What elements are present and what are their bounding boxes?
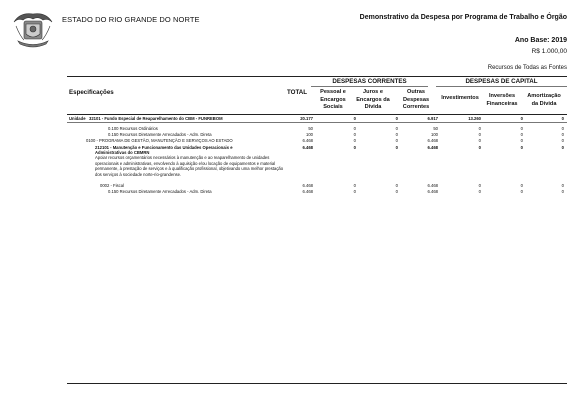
unit-other-current: 6.917 <box>427 116 438 121</box>
program-label: 0100 - PROGRAMA DE GESTÃO, MANUTENÇÃO E SERVIÇOS AO ESTADO <box>86 138 233 143</box>
table-cell: 0 <box>478 145 481 150</box>
table-cell: 50 <box>433 126 438 131</box>
table-cell: 0 <box>353 183 356 188</box>
col-investments: Investimentos <box>441 95 479 101</box>
header-bottom-rule <box>67 114 567 115</box>
table-cell: 0 <box>353 132 356 137</box>
table-cell: 0 <box>561 132 564 137</box>
unit-debt-interest: 0 <box>395 116 398 121</box>
table-cell: 6.468 <box>427 183 438 188</box>
table-cell: 50 <box>308 126 313 131</box>
col-personnel: Pessoal e Encargos Sociais <box>320 89 346 110</box>
page-bottom-rule <box>67 383 567 384</box>
table-cell: 6.468 <box>302 138 313 143</box>
state-coat-of-arms-icon <box>10 8 56 48</box>
table-cell: 0 <box>561 189 564 194</box>
unit-name: 32101 - Fundo Especial de Reaparelhamento do CBM - FUNREBOM <box>89 116 223 121</box>
table-cell: 100 <box>306 132 313 137</box>
col-debt-interest: Juros e Encargos da Dívida <box>356 89 390 110</box>
table-cell: 0 <box>478 189 481 194</box>
table-cell: 0 <box>353 126 356 131</box>
table-cell: 0 <box>353 145 356 150</box>
base-year: Ano Base: 2019 <box>514 37 567 44</box>
table-cell: 0 <box>520 138 523 143</box>
table-cell: 6.468 <box>427 145 438 150</box>
table-cell: 0 <box>520 189 523 194</box>
table-cell: 0 <box>395 145 398 150</box>
table-cell: 0 <box>561 138 564 143</box>
capital-group-rule <box>436 86 567 87</box>
action-description: Apoiar recursos orçamentários necessários à manutenção e ao reaparelhamento de unidades operacionais e administrativas, envolvendo à aquisição e/ou locação de equipamentos e material permanente, à prestação de serviços e à qualificação profissional, objetivando uma melhor prestação dos serviços à sociedade norte-rio-grandense. <box>95 155 284 177</box>
group-capital-expenses: DESPESAS DE CAPITAL <box>465 78 538 85</box>
table-row-label: 0.150 Recursos Diretamente Arrecadados - Adm. Direta <box>108 132 212 137</box>
unit-row-rule <box>67 122 567 123</box>
table-cell: 0 <box>478 138 481 143</box>
col-financial-investments: Inversões Financeiras <box>486 93 518 107</box>
unit-financial: 0 <box>520 116 523 121</box>
table-cell: 6.468 <box>427 138 438 143</box>
unit-personnel: 0 <box>353 116 356 121</box>
action-title: 212101 - Manutenção e Funcionamento das Unidades Operacionais e <box>95 145 233 150</box>
group-current-expenses: DESPESAS CORRENTES <box>332 78 407 85</box>
currency-unit: R$ 1.000,00 <box>531 48 567 55</box>
table-cell: 0 <box>561 145 564 150</box>
function-label: 0002 - Fiscal <box>100 183 124 188</box>
table-cell: 0 <box>520 132 523 137</box>
table-cell: 6.468 <box>427 189 438 194</box>
table-cell: 0 <box>353 189 356 194</box>
table-top-rule <box>67 76 567 77</box>
table-cell: 0 <box>478 126 481 131</box>
table-cell: 0 <box>395 138 398 143</box>
table-cell: 0 <box>561 183 564 188</box>
action-title-cont: Administrativas do CBMRN <box>95 150 150 155</box>
table-cell: 6.468 <box>302 183 313 188</box>
unit-total: 20.177 <box>300 116 313 121</box>
table-cell: 0 <box>561 126 564 131</box>
table-cell: 0 <box>395 132 398 137</box>
current-group-rule <box>311 86 428 87</box>
unit-label: Unidade <box>69 116 86 121</box>
table-cell: 0 <box>395 189 398 194</box>
unit-investments: 13.260 <box>468 116 481 121</box>
table-cell: 100 <box>431 132 438 137</box>
table-cell: 0 <box>353 138 356 143</box>
table-cell: 0 <box>520 145 523 150</box>
table-cell: 6.468 <box>302 189 313 194</box>
table-cell: 0 <box>520 183 523 188</box>
table-cell: 6.468 <box>302 145 313 150</box>
table-cell: 0 <box>395 183 398 188</box>
col-debt-amortization: Amortização da Dívida <box>527 93 561 107</box>
table-row-label: 0.150 Recursos Diretamente Arrecadados - Adm. Direta <box>108 189 212 194</box>
col-other-current: Outras Despesas Correntes <box>402 89 430 110</box>
table-cell: 0 <box>395 126 398 131</box>
report-title: Demonstrativo da Despesa por Programa de Trabalho e Órgão <box>359 14 567 21</box>
resource-sources: Recursos de Todas as Fontes <box>487 65 567 71</box>
table-row-label: 0.100 Recursos Ordinários <box>108 126 158 131</box>
table-cell: 0 <box>478 183 481 188</box>
state-name: ESTADO DO RIO GRANDE DO NORTE <box>62 15 200 24</box>
total-header: TOTAL <box>287 89 308 96</box>
table-cell: 0 <box>520 126 523 131</box>
unit-amortization: 0 <box>561 116 564 121</box>
spec-header: Especificações <box>69 89 114 96</box>
table-cell: 0 <box>478 132 481 137</box>
